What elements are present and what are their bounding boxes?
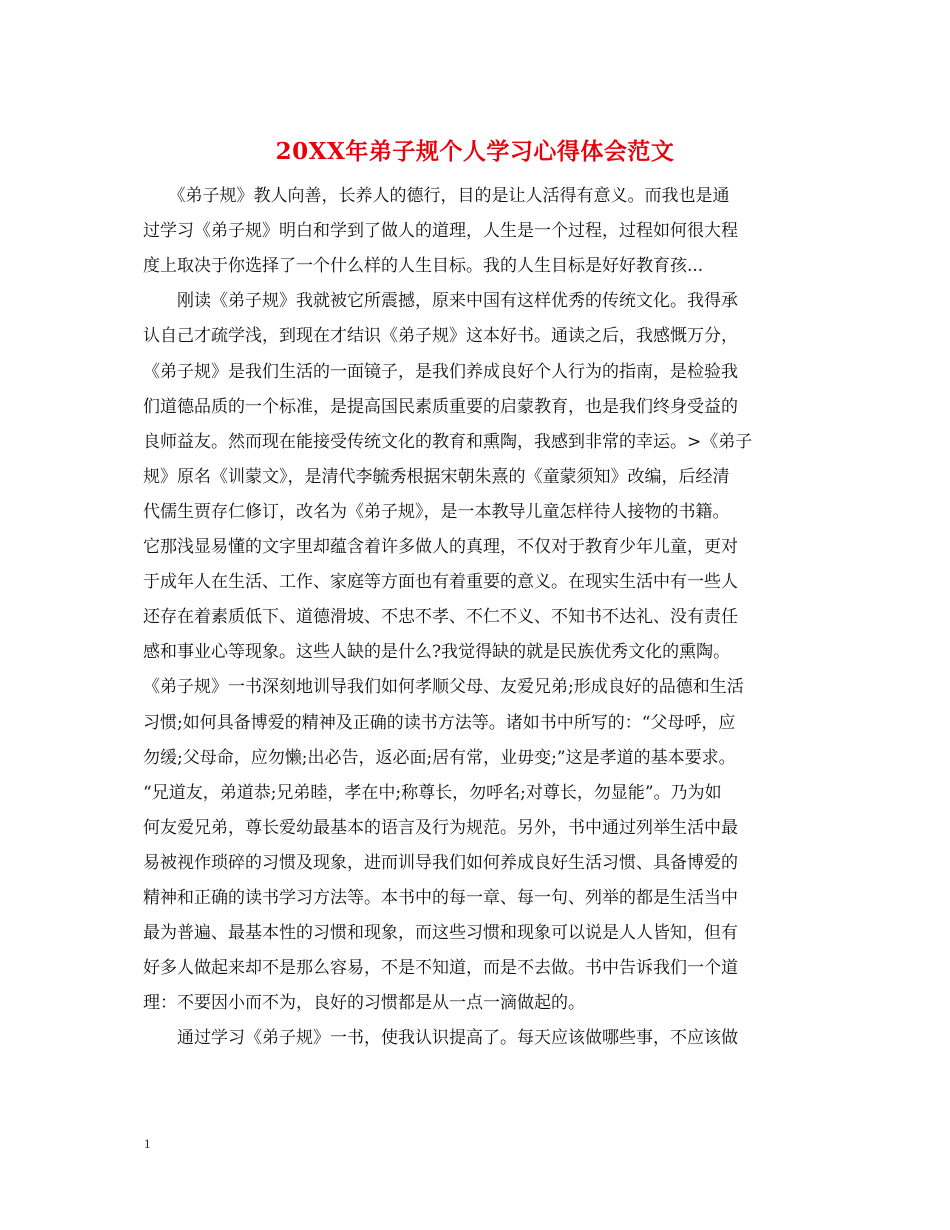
body-line: 勿缓;父母命，应勿懒;出必告，返必面;居有常，业毋变;”这是孝道的基本要求。 <box>143 747 736 768</box>
page-number: 1 <box>144 1136 151 1151</box>
body-line: 过学习《弟子规》明白和学到了做人的道理，人生是一个过程，过程如何很大程 <box>143 221 738 242</box>
document-title: 20XX年弟子规个人学习心得体会范文 <box>275 138 675 165</box>
body-line: 最为普遍、最基本性的习惯和现象，而这些习惯和现象可以说是人人皆知，但有 <box>143 923 738 944</box>
body-line: 规》原名《训蒙文》，是清代李毓秀根据宋朝朱熹的《童蒙须知》改编，后经清 <box>143 466 730 487</box>
body-line: 们道德品质的一个标准，是提高国民素质重要的启蒙教育，也是我们终身受益的 <box>143 396 738 417</box>
body-line: 还存在着素质低下、道德滑坡、不忠不孝、不仁不义、不知书不达礼、没有责任 <box>143 607 738 628</box>
body-line: 于成年人在生活、工作、家庭等方面也有着重要的意义。在现实生活中有一些人 <box>143 572 738 593</box>
body-line: 精神和正确的读书学习方法等。本书中的每一章、每一句、列举的都是生活当中 <box>143 888 738 908</box>
body-line: 良师益友。然而现在能接受传统文化的教育和熏陶，我感到非常的幸运。>《弟子 <box>143 431 753 452</box>
body-line: 何友爱兄弟，尊长爱幼最基本的语言及行为规范。另外，书中通过列举生活中最 <box>143 817 738 838</box>
body-line: 《弟子规》是我们生活的一面镜子，是我们养成良好个人行为的指南，是检验我 <box>143 361 738 382</box>
body-line: “兄道友，弟道恭;兄弟睦，孝在中;称尊长，勿呼名;对尊长，勿显能”。乃为如 <box>143 782 722 803</box>
body-line: 代儒生贾存仁修订，改名为《弟子规》，是一本教导儿童怎样待人接物的书籍。 <box>143 501 730 522</box>
body-line: 《弟子规》教人向善，长养人的德行，目的是让人活得有意义。而我也是通 <box>143 186 730 206</box>
body-line: 感和事业心等现象。这些人缺的是什么?我觉得缺的就是民族优秀文化的熏陶。 <box>143 642 731 663</box>
body-line: 理：不要因小而不为，良好的习惯都是从一点一滴做起的。 <box>143 993 585 1014</box>
body-line: 刚读《弟子规》我就被它所震撼，原来中国有这样优秀的传统文化。我得承 <box>143 291 738 312</box>
body-line: 习惯;如何具备博爱的精神及正确的读书方法等。诸如书中所写的：“父母呼，应 <box>143 712 736 733</box>
body-line: 通过学习《弟子规》一书，使我认识提高了。每天应该做哪些事，不应该做 <box>143 1028 738 1049</box>
body-line: 好多人做起来却不是那么容易，不是不知道，而是不去做。书中告诉我们一个道 <box>143 958 738 979</box>
body-line: 它那浅显易懂的文字里却蕴含着许多做人的真理，不仅对于教育少年儿童，更对 <box>143 537 738 557</box>
body-line: 易被视作琐碎的习惯及现象，进而训导我们如何养成良好生活习惯、具备博爱的 <box>143 852 738 873</box>
body-line: 度上取决于你选择了一个什么样的人生目标。我的人生目标是好好教育孩... <box>143 256 704 277</box>
body-line: 认自己才疏学浅，到现在才结识《弟子规》这本好书。通读之后，我感慨万分， <box>143 326 738 347</box>
body-line: 《弟子规》一书深刻地训导我们如何孝顺父母、友爱兄弟;形成良好的品德和生活 <box>143 677 744 698</box>
